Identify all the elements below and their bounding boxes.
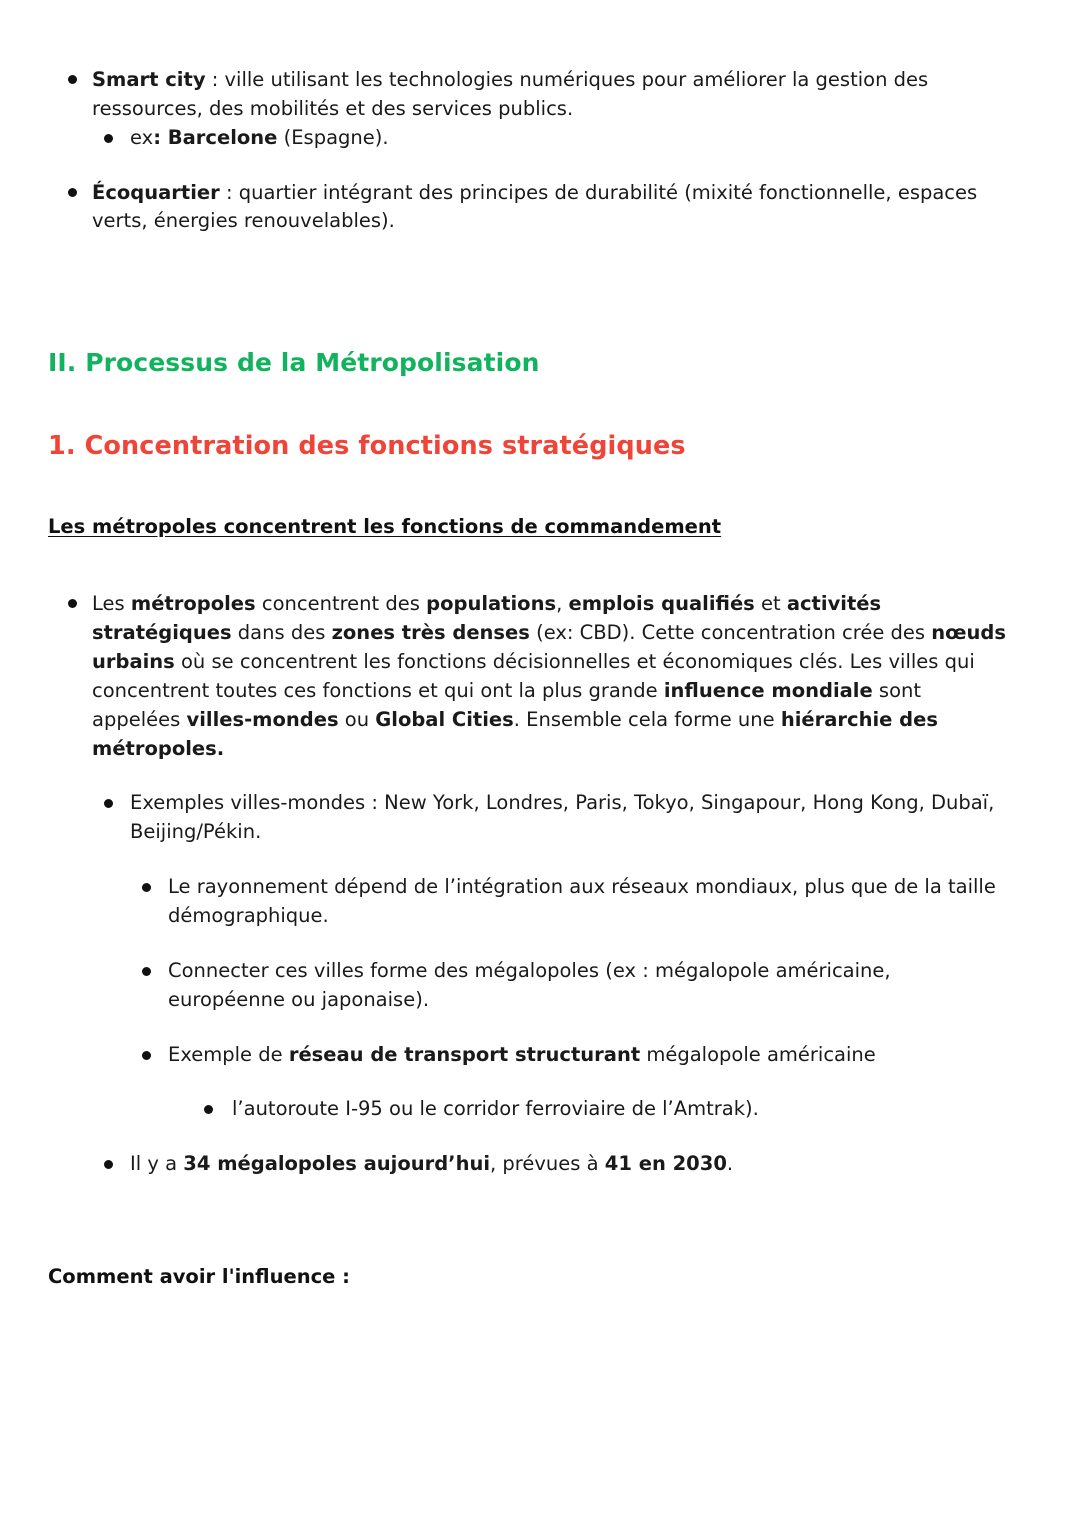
bold-emplois: emplois qualifiés	[568, 592, 755, 616]
example-prefix: ex	[130, 125, 154, 149]
nombre-megalopoles-text	[130, 1150, 1008, 1179]
spacer	[48, 1179, 1008, 1265]
exemples-villes-mondes-text: Exemples villes-mondes : New York, Londres, Paris, Tokyo, Singapour, Hong Kong, Dubaï, Beijing/Pékin.	[130, 791, 995, 844]
spacer	[48, 538, 1008, 564]
bullet-icon	[142, 1051, 151, 1060]
spacer	[48, 377, 1008, 431]
list-item-exemples-villes-mondes	[92, 789, 1008, 1124]
megalopoles-text: Connecter ces villes forme des mégalopoles (ex : mégalopole américaine, européenne ou japonaise).	[168, 958, 891, 1011]
bullet-icon	[68, 599, 77, 608]
text-fragment: concentrent des	[255, 592, 427, 616]
list-item-barcelone	[92, 124, 1008, 153]
autoroute-text: l’autoroute I-95 ou le corridor ferroviaire de l’Amtrak).	[232, 1097, 759, 1121]
bullet-icon	[104, 799, 113, 808]
list-item-megalopoles	[130, 957, 1008, 1015]
bold-34-megalopoles: 34 mégalopoles aujourd’hui	[183, 1152, 491, 1176]
bold-activites: activités stratégiques	[92, 592, 882, 645]
text-fragment: et	[754, 592, 787, 616]
barcelone-example	[130, 124, 1008, 153]
text-fragment: (ex: CBD). Cette concentration crée des	[529, 621, 932, 645]
details-list	[130, 873, 1008, 1124]
bold-41-en-2030: 41 en 2030	[604, 1152, 727, 1176]
smart-city-examples	[92, 124, 1008, 153]
bold-metropoles: métropoles	[130, 592, 256, 616]
bullet-icon	[68, 75, 77, 84]
reseau-transport-text	[168, 1041, 1008, 1070]
subsection-heading-1: 1. Concentration des fonctions stratégiques	[48, 431, 686, 462]
smart-city-text: : ville utilisant les technologies numériques pour améliorer la gestion des ressources, des mobilités et des services publics.	[92, 68, 929, 120]
example-suffix: (Espagne).	[277, 125, 389, 149]
list-item-smart-city	[48, 66, 1008, 153]
text-fragment: dans des	[231, 621, 332, 645]
bold-populations: populations	[426, 592, 557, 616]
sub-detail-list	[168, 1095, 1008, 1124]
section-heading-ii: II. Processus de la Métropolisation	[48, 348, 540, 378]
definitions-list	[48, 66, 1008, 236]
bold-hierarchie: hiérarchie des métropoles.	[92, 707, 938, 760]
text-fragment: ,	[556, 592, 569, 616]
bullet-icon	[142, 967, 151, 976]
bold-villes-mondes: villes-mondes	[186, 707, 339, 731]
bullet-icon	[104, 134, 113, 143]
bullet-icon	[104, 1160, 113, 1169]
spacer	[48, 322, 1008, 348]
example-bold: : Barcelone	[153, 125, 278, 149]
ecoquartier-definition	[92, 179, 1008, 237]
bullet-icon	[204, 1105, 213, 1114]
text-fragment: Il y a	[130, 1152, 184, 1176]
content-list	[48, 590, 1008, 1179]
bullet-icon	[68, 188, 77, 197]
text-fragment: où se concentrent les fonctions décisionnelles et économiques clés. Les villes qui concentrent toutes ces fonctions et qui ont la plus grande	[92, 650, 975, 702]
bold-influence-mondiale: influence mondiale	[663, 678, 873, 702]
ecoquartier-text: : quartier intégrant des principes de durabilité (mixité fonctionnelle, espaces verts, énergies renouvelables).	[92, 180, 978, 233]
examples-list	[92, 789, 1008, 1179]
text-fragment: Exemple de	[168, 1042, 289, 1066]
bullet-icon	[142, 883, 151, 892]
metropoles-paragraph	[92, 590, 1008, 763]
text-fragment: Les	[92, 592, 131, 616]
spacer	[48, 461, 1008, 515]
bold-reseau-transport: réseau de transport structurant	[288, 1042, 641, 1066]
text-fragment: ou	[338, 707, 376, 731]
bold-global-cities: Global Cities	[375, 707, 514, 731]
text-fragment: sont appelées	[92, 678, 922, 731]
text-fragment: . Ensemble cela forme une	[513, 707, 781, 731]
text-fragment: , prévues à	[490, 1152, 605, 1176]
list-item-autoroute	[168, 1095, 1008, 1124]
underlined-lead: Les métropoles concentrent les fonctions de commandement	[48, 515, 722, 539]
rayonnement-text: Le rayonnement dépend de l’intégration aux réseaux mondiaux, plus que de la taille démographique.	[168, 875, 996, 928]
comment-influence-heading: Comment avoir l'influence :	[48, 1265, 350, 1289]
spacer	[48, 236, 1008, 322]
smart-city-definition	[92, 66, 1008, 124]
bold-zones-denses: zones très denses	[331, 621, 530, 645]
ecoquartier-term: Écoquartier	[92, 180, 220, 204]
smart-city-term: Smart city	[92, 68, 206, 91]
list-item-ecoquartier	[48, 179, 1008, 237]
list-item-rayonnement	[130, 873, 1008, 931]
list-item-metropoles	[48, 590, 1008, 1179]
list-item-reseau-transport	[130, 1041, 1008, 1125]
list-item-nombre-megalopoles	[92, 1150, 1008, 1179]
text-fragment: .	[726, 1152, 734, 1176]
bold-noeuds-urbains: nœuds urbains	[92, 621, 1006, 674]
text-fragment: mégalopole américaine	[640, 1042, 876, 1066]
